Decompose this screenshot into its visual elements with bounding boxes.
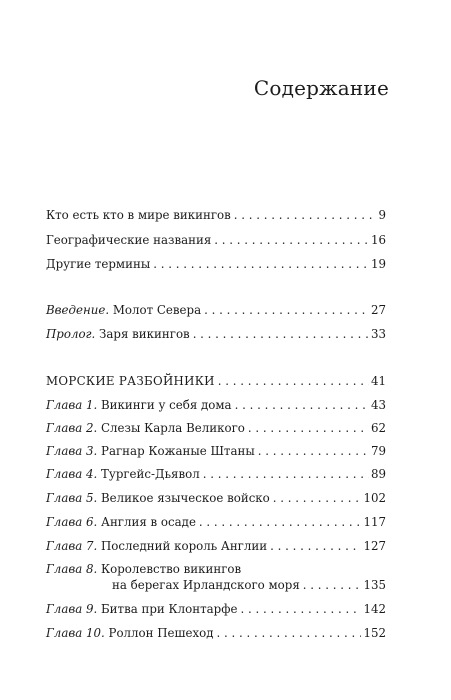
toc-part-label: МОРСКИЕ РАЗБОЙНИКИ <box>46 374 215 388</box>
dot-leader <box>203 466 369 482</box>
toc-entry-label: Викинги у себя дома <box>101 398 232 412</box>
toc-page-number: 27 <box>370 303 386 317</box>
toc-chapter-10[interactable] <box>46 625 386 641</box>
toc-entry-geographic-names[interactable] <box>46 232 386 248</box>
toc-entry-label: Великое языческое войско <box>101 491 270 505</box>
toc-page-number: 33 <box>370 327 386 341</box>
dot-leader <box>273 490 362 506</box>
toc-page-number: 89 <box>370 467 386 481</box>
toc-entry-prefix: Глава 9. <box>46 602 98 616</box>
toc-page-number: 142 <box>363 602 386 616</box>
toc-entry-other-terms[interactable] <box>46 256 386 272</box>
toc-chapter-4[interactable] <box>46 466 386 482</box>
toc-entry-prefix: Глава 5. <box>46 491 98 505</box>
toc-page-number: 135 <box>363 578 386 592</box>
dot-leader <box>214 232 369 248</box>
toc-entry-label-line1: Королевство викингов <box>101 562 242 576</box>
toc-chapter-3[interactable] <box>46 443 386 459</box>
dot-leader <box>218 373 369 389</box>
dot-leader <box>217 625 362 641</box>
toc-entry-label: Другие термины <box>46 257 151 271</box>
toc-chapter-8[interactable] <box>46 561 386 593</box>
dot-leader <box>199 514 362 530</box>
toc-chapter-5[interactable] <box>46 490 386 506</box>
dot-leader <box>270 538 361 554</box>
toc-page-number: 62 <box>370 421 386 435</box>
toc-page-number: 152 <box>363 626 386 640</box>
toc-page-number: 79 <box>370 444 386 458</box>
toc-chapter-6[interactable] <box>46 514 386 530</box>
dot-leader <box>248 420 369 436</box>
toc-entry-prefix: Глава 3. <box>46 444 98 458</box>
dot-leader <box>234 207 377 223</box>
dot-leader <box>204 302 369 318</box>
toc-entry-prefix: Глава 8. <box>46 562 98 576</box>
toc-entry-label: Тургейс-Дьявол <box>101 467 200 481</box>
toc-entry-label: на берегах Ирландского моря <box>112 578 300 592</box>
dot-leader <box>258 443 369 459</box>
dot-leader <box>303 577 362 593</box>
toc-page-number: 102 <box>363 491 386 505</box>
toc-chapter-1[interactable] <box>46 397 386 413</box>
toc-entry-prefix: Пролог. <box>46 327 96 341</box>
toc-entry-label: Географические названия <box>46 233 212 247</box>
toc-entry-label: Слезы Карла Великого <box>101 421 245 435</box>
dot-leader <box>235 397 369 413</box>
toc-entry-prefix: Глава 10. <box>46 626 105 640</box>
toc-entry-introduction[interactable] <box>46 302 386 318</box>
toc-entry-prefix: Глава 4. <box>46 467 98 481</box>
toc-entry-prologue[interactable] <box>46 326 386 342</box>
toc-page-number: 43 <box>370 398 386 412</box>
toc-entry-label: Заря викингов <box>99 327 190 341</box>
page-title: Содержание <box>253 76 389 100</box>
toc-chapter-7[interactable] <box>46 538 386 554</box>
toc-entry-who-is-who[interactable] <box>46 207 386 223</box>
dot-leader <box>153 256 369 272</box>
toc-chapter-9[interactable] <box>46 601 386 617</box>
toc-page-number: 127 <box>363 539 386 553</box>
toc-page-number: 19 <box>370 257 386 271</box>
toc-entry-prefix: Введение. <box>46 303 110 317</box>
toc-entry-label: Молот Севера <box>112 303 202 317</box>
toc-page-number: 117 <box>363 515 386 529</box>
toc-page-number: 16 <box>370 233 386 247</box>
dot-leader <box>193 326 369 342</box>
toc-page-number: 9 <box>378 208 386 222</box>
toc-entry-prefix: Глава 1. <box>46 398 98 412</box>
toc-entry-prefix: Глава 6. <box>46 515 98 529</box>
toc-entry-label: Последний король Англии <box>101 539 268 553</box>
toc-entry-prefix: Глава 2. <box>46 421 98 435</box>
dot-leader <box>240 601 361 617</box>
toc-entry-label: Кто есть кто в мире викингов <box>46 208 231 222</box>
toc-page-number: 41 <box>370 374 386 388</box>
toc-entry-label: Рагнар Кожаные Штаны <box>101 444 255 458</box>
toc-entry-label: Роллон Пешеход <box>108 626 214 640</box>
toc-entry-label: Англия в осаде <box>101 515 196 529</box>
toc-entry-label: Битва при Клонтарфе <box>101 602 238 616</box>
toc-chapter-2[interactable] <box>46 420 386 436</box>
toc-part-sea-raiders[interactable] <box>46 373 386 389</box>
toc-entry-prefix: Глава 7. <box>46 539 98 553</box>
